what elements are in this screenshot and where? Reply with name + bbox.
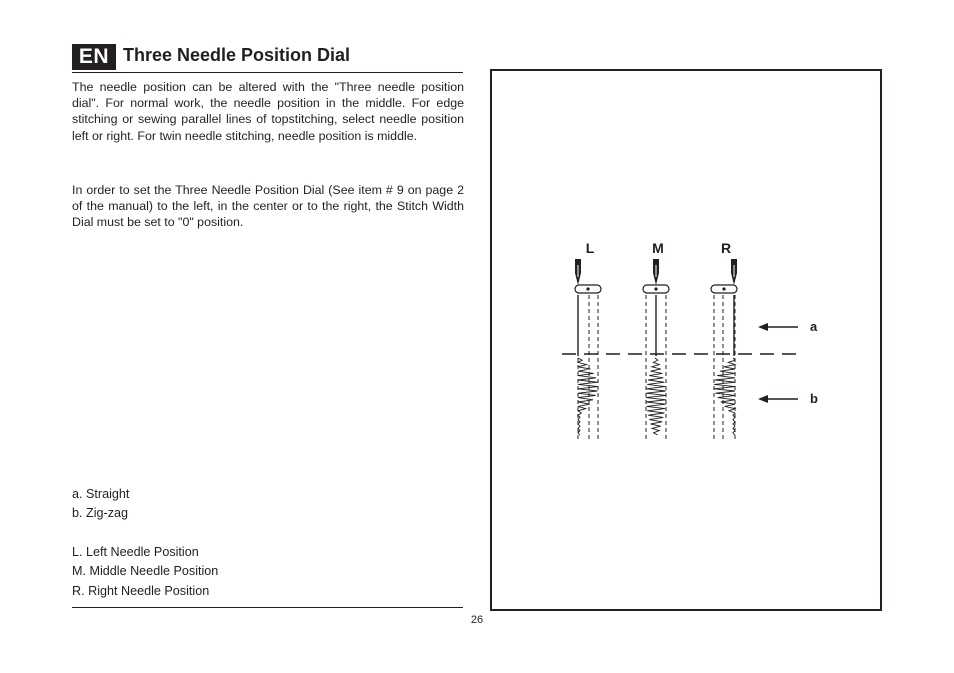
callout-label-a: a: [810, 319, 818, 334]
straight-stitch-lines: [578, 295, 734, 356]
needle-right-icon: [731, 259, 737, 285]
legend-item-b: b. Zig-zag: [72, 506, 128, 520]
section-header: [72, 44, 463, 73]
needle-position-figure: [490, 69, 882, 611]
footer-rule: [72, 607, 463, 608]
zigzag-stitch-left: [578, 358, 598, 435]
page-title: Three Needle Position Dial: [123, 45, 351, 65]
presser-foot-middle-icon: [643, 285, 669, 293]
needle-left-icon: [575, 259, 581, 285]
zigzag-stitch-middle: [646, 358, 666, 435]
legend-item-right: R. Right Needle Position: [72, 584, 210, 598]
needle-label-left: L: [585, 240, 595, 256]
callout-arrow-a: [758, 323, 798, 331]
presser-foot-left-icon: [575, 285, 601, 293]
zigzag-stitch-right: [714, 358, 735, 435]
presser-foot-right-icon: [711, 285, 737, 293]
legend-item-left: L. Left Needle Position: [72, 545, 199, 559]
needle-diagram: [492, 71, 880, 609]
needle-middle-icon: [653, 259, 659, 285]
callout-arrow-b: [758, 395, 798, 403]
intro-paragraph: The needle position can be altered with the "Three needle position dial". For normal work, the needle position in the middle. For edge stitching or sewing parallel lines of topstitching, select needle position left or right. For twin needle stitching, needle position is middle.: [72, 80, 464, 143]
needle-label-middle: M: [652, 240, 664, 256]
callout-label-b: b: [810, 391, 818, 406]
legend-item-a: a. Straight: [72, 487, 130, 501]
language-badge: EN: [72, 44, 116, 70]
page-number: 26: [470, 614, 484, 626]
legend-item-middle: M. Middle Needle Position: [72, 564, 219, 578]
setting-paragraph: In order to set the Three Needle Position Dial (See item # 9 on page 2 of the manual) to the left, in the center or to the right, the Stitch Width Dial must be set to "0" position.: [72, 183, 464, 230]
needle-label-right: R: [720, 240, 732, 256]
